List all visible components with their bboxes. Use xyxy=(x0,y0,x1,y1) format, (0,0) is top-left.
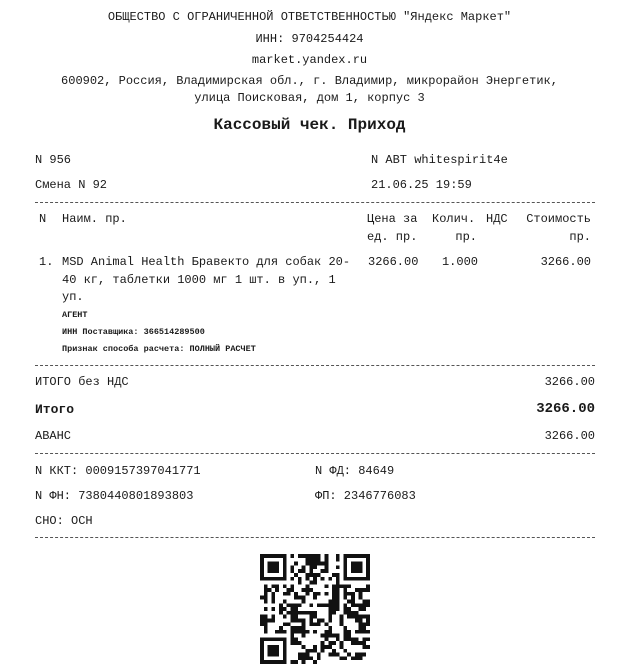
shift-number: Смена N 92 xyxy=(35,178,108,192)
organization-website: market.yandex.ru xyxy=(251,53,368,67)
item-payment-method: Признак способа расчета: ПОЛНЫЙ РАСЧЕТ xyxy=(62,344,256,354)
item-supplier-inn: ИНН Поставщика: 366514289500 xyxy=(62,327,205,337)
item-quantity: 1.000 xyxy=(441,255,478,269)
column-header-cost-unit: пр. xyxy=(569,230,591,244)
organization-name: ОБЩЕСТВО С ОГРАНИЧЕННОЙ ОТВЕТСТВЕННОСТЬЮ "Яндекс Маркет" xyxy=(107,10,512,24)
item-agent-flag: АГЕНТ xyxy=(62,310,88,320)
column-header-vat: НДС xyxy=(486,212,508,226)
total-without-vat-label: ИТОГО без НДС xyxy=(35,375,129,389)
organization-address-line2: улица Поисковая, дом 1, корпус 3 xyxy=(194,91,425,105)
column-header-number: N xyxy=(39,212,47,226)
divider xyxy=(35,453,595,454)
organization-address-line1: 600902, Россия, Владимирская обл., г. Владимир, микрорайон Энергетик, xyxy=(61,74,558,88)
kkt-number: N ККТ: 0009157397041771 xyxy=(35,464,201,478)
column-header-quantity: Колич. xyxy=(432,212,476,226)
divider xyxy=(35,365,595,366)
receipt-datetime: 21.06.25 19:59 xyxy=(371,178,472,192)
advance-value: 3266.00 xyxy=(544,429,595,443)
total-label: Итого xyxy=(35,402,75,417)
fiscal-storage-number: N ФН: 7380440801893803 xyxy=(35,489,194,503)
receipt-title: Кассовый чек. Приход xyxy=(213,116,406,134)
item-cost: 3266.00 xyxy=(540,255,591,269)
divider xyxy=(35,202,595,203)
fiscal-sign: ФП: 2346776083 xyxy=(315,489,416,503)
advance-label: АВАНС xyxy=(35,429,72,443)
item-number: 1. xyxy=(39,255,54,269)
total-without-vat-value: 3266.00 xyxy=(544,375,595,389)
column-header-price: Цена за xyxy=(367,212,418,226)
column-header-quantity-unit: пр. xyxy=(455,230,477,244)
total-value: 3266.00 xyxy=(536,401,595,417)
divider xyxy=(35,537,595,538)
receipt-number: N 956 xyxy=(35,153,72,167)
item-price: 3266.00 xyxy=(368,255,419,269)
organization-inn: ИНН: 9704254424 xyxy=(255,32,364,46)
qr-code xyxy=(260,554,370,664)
tax-system: СНО: ОСН xyxy=(35,514,93,528)
column-header-price-unit: ед. пр. xyxy=(367,230,418,244)
column-header-cost: Стоимость xyxy=(526,212,591,226)
column-header-name: Наим. пр. xyxy=(62,212,127,226)
terminal-id: N АВТ whitespirit4e xyxy=(371,153,508,167)
fiscal-document-number: N ФД: 84649 xyxy=(315,464,395,478)
item-name: MSD Animal Health Бравекто для собак 20-40 кг, таблетки 1000 мг 1 шт. в уп., 1 уп. xyxy=(62,255,351,304)
